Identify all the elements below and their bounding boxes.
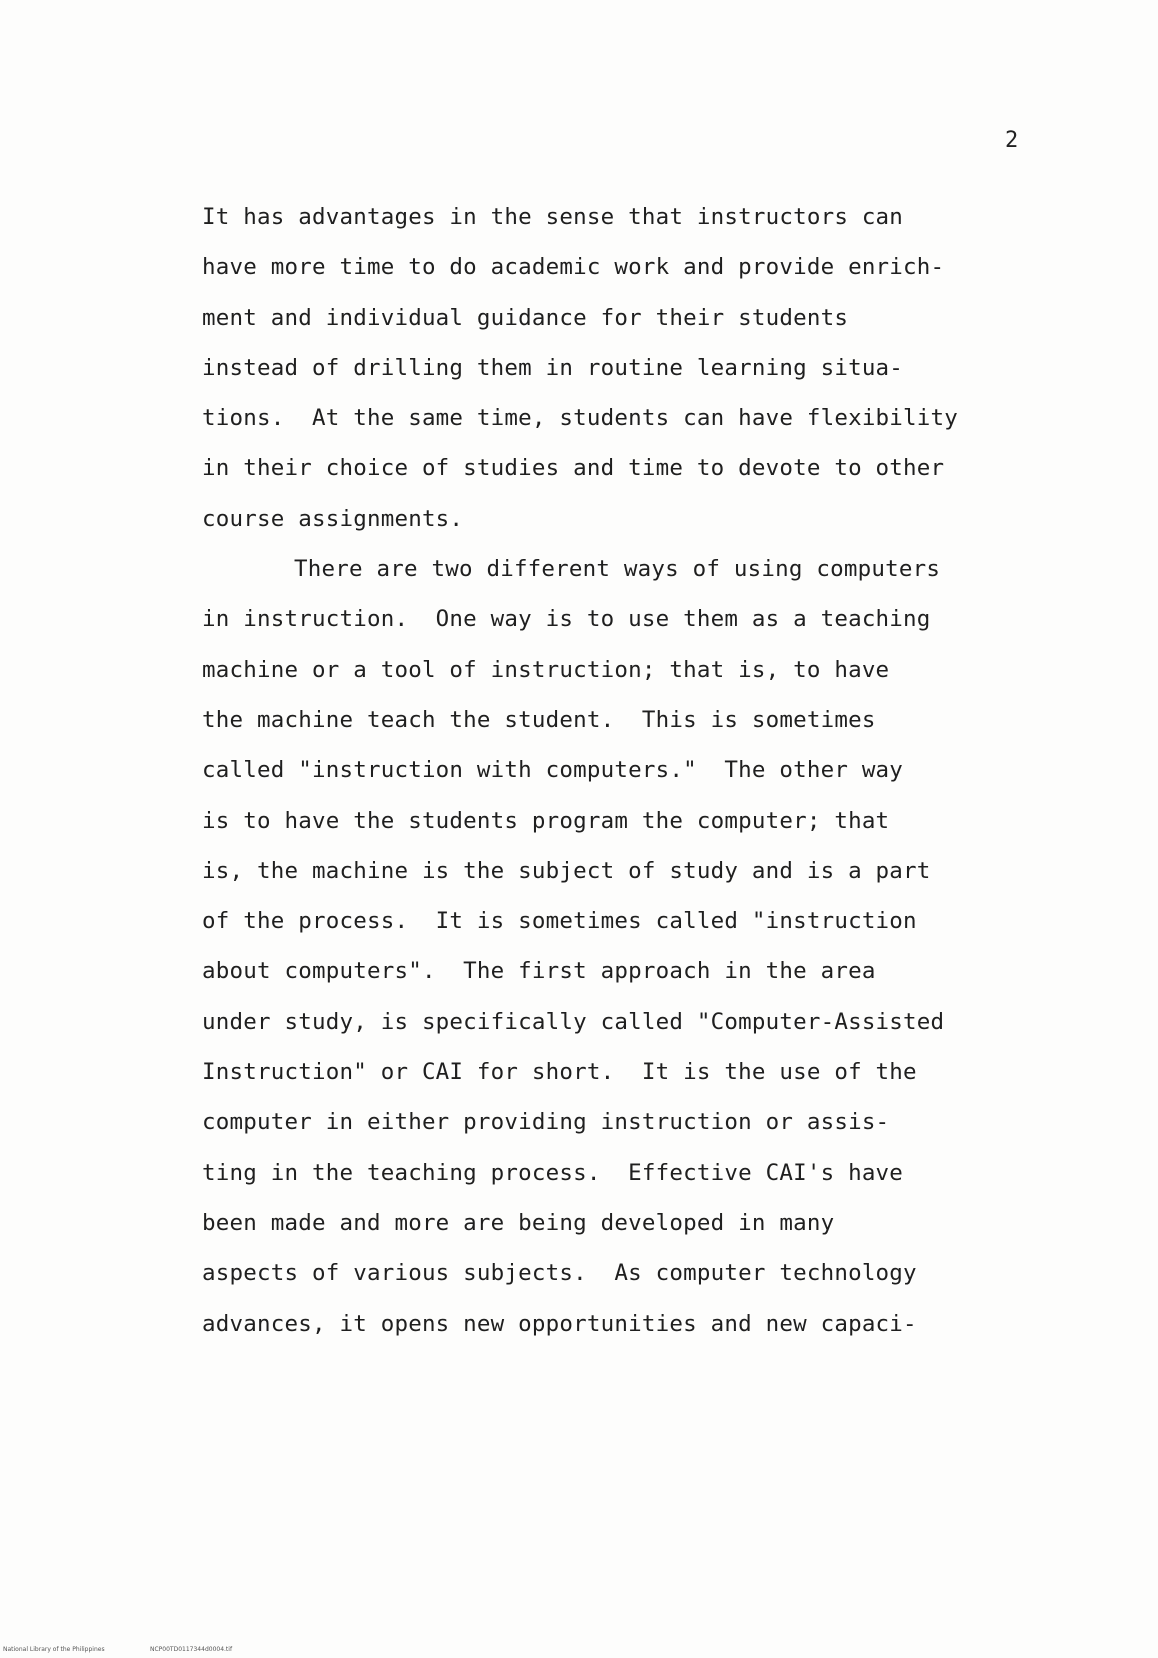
text-line: ment and individual guidance for their students <box>202 304 849 331</box>
text-line: instead of drilling them in routine learning situa- <box>202 354 904 381</box>
text-line: There are two different ways of using computers <box>294 556 941 583</box>
text-line: under study, is specifically called "Computer-Assisted <box>202 1008 945 1035</box>
text-line: tions. At the same time, students can have flexibility <box>202 405 959 432</box>
text-line: advances, it opens new opportunities and new capaci- <box>202 1310 917 1337</box>
text-line: the machine teach the student. This is sometimes <box>202 706 876 733</box>
text-line: aspects of various subjects. As computer technology <box>202 1260 917 1287</box>
text-line: called "instruction with computers." The other way <box>202 757 904 784</box>
scan-file-id: NCP00TD0117344d0004.tif <box>150 1646 233 1653</box>
text-line: about computers". The first approach in the area <box>202 958 876 985</box>
text-line: machine or a tool of instruction; that is, to have <box>202 656 890 683</box>
body-text <box>202 192 1102 1349</box>
text-line: It has advantages in the sense that instructors can <box>202 204 904 230</box>
text-line: computer in either providing instruction or assis- <box>202 1109 890 1136</box>
scan-footer <box>0 1640 1158 1658</box>
text-line: in their choice of studies and time to devote to other <box>202 455 945 482</box>
text-line: been made and more are being developed in many <box>202 1209 835 1236</box>
text-line: Instruction" or CAI for short. It is the use of the <box>202 1059 917 1086</box>
text-line: in instruction. One way is to use them as a teaching <box>202 606 931 633</box>
text-line: ting in the teaching process. Effective CAI's have <box>202 1159 904 1186</box>
page-number: 2 <box>1005 128 1019 153</box>
text-line: have more time to do academic work and provide enrich- <box>202 254 945 281</box>
text-line: of the process. It is sometimes called "instruction <box>202 908 917 935</box>
text-line: course assignments. <box>202 505 464 532</box>
paragraph-2 <box>202 544 1102 1349</box>
text-line: is, the machine is the subject of study and is a part <box>202 857 931 884</box>
library-credit: National Library of the Philippines <box>3 1646 105 1653</box>
paragraph-1 <box>202 192 1102 544</box>
text-line: is to have the students program the computer; that <box>202 807 890 834</box>
